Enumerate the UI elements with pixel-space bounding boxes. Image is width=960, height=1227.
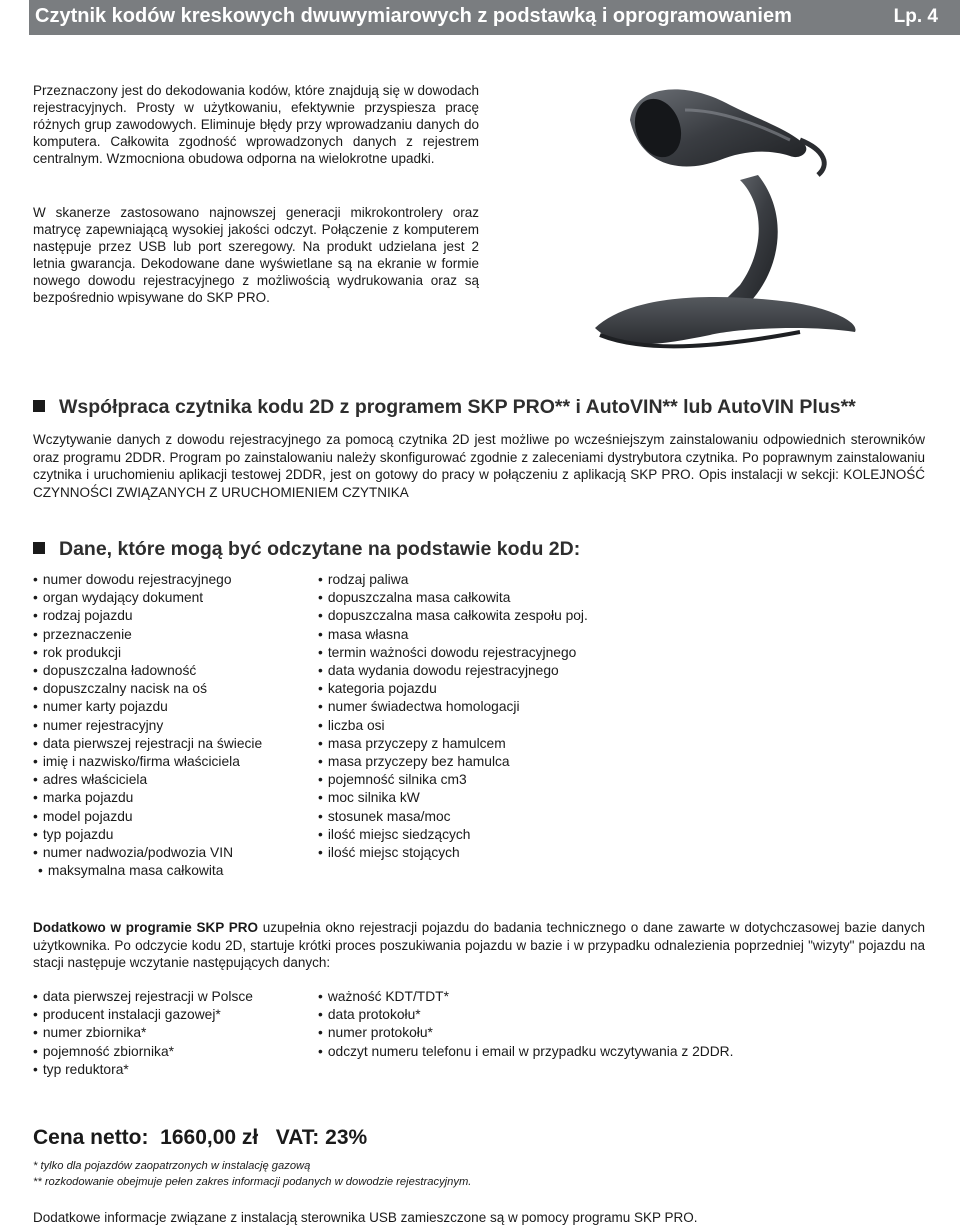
list-item: • pojemność zbiornika*	[33, 1043, 253, 1061]
intro-paragraph-1: Przeznaczony jest do dekodowania kodów, które znajdują się w dowodach rejestracyjnych. Prosty w użytkowaniu, efektywnie przyspiesza pracę różnych grup zawodowych. Eliminuje błędy przy wprowadzaniu danych do komputera. Całkowita zgodność wprowadzonych danych z rejestrem centralnym. Wzmocniona obudowa odporna na wielokrotne upadki.	[33, 83, 479, 166]
cooperation-paragraph: Wczytywanie danych z dowodu rejestracyjnego za pomocą czytnika 2D jest możliwe po wcześniejszym zainstalowaniu odpowiednich sterowników oraz programu 2DDR. Program po zainstalowaniu należy skonfigurować zgodnie z zaleceniami dystrybutora czytnika. Po poprawnym zainstalowaniu czytnika i uruchomieniu aplikacji testowej 2DDR, jest on gotowy do pracy w połączeniu z aplikacją SKP PRO. Opis instalacji w sekcji: KOLEJNOŚĆ CZYNNOŚCI ZWIĄZANYCH Z URUCHOMIENIEM CZYTNIKA	[33, 432, 925, 500]
list-item: • numer protokołu*	[318, 1024, 733, 1042]
intro-paragraph-2: W skanerze zastosowano najnowszej generacji mikrokontrolery oraz matrycę zapewniającą wysokiej jakości odczyt. Połączenie z komputerem następuje przez USB lub port szeregowy. Na produkt udzielana jest 2 letnia gwarancja. Dekodowane dane wyświetlane są na ekranie w formie nowego dowodu rejestracyjnego z możliwością wydrukowania oraz są bezpośrednio wpisywane do SKP PRO.	[33, 205, 479, 305]
list-item: • data protokołu*	[318, 1006, 733, 1024]
footnote-2: ** rozkodowanie obejmuje pełen zakres informacji podanych w dowodzie rejestracyjnym.	[33, 1176, 472, 1188]
list-item: • adres właściciela	[33, 771, 262, 789]
extra-list-left	[33, 988, 253, 1079]
list-item: • pojemność silnika cm3	[318, 771, 588, 789]
list-item: • masa przyczepy z hamulcem	[318, 735, 588, 753]
list-item: • odczyt numeru telefonu i email w przypadku wczytywania z 2DDR.	[318, 1043, 733, 1061]
data-list-left	[33, 571, 262, 880]
list-item: • rok produkcji	[33, 644, 262, 662]
list-item: • model pojazdu	[33, 808, 262, 826]
list-item: • dopuszczalna masa całkowita	[318, 589, 588, 607]
extra-bold-lead: Dodatkowo w programie SKP PRO	[33, 920, 259, 935]
list-item: • termin ważności dowodu rejestracyjnego	[318, 644, 588, 662]
list-item: • numer nadwozia/podwozia VIN	[33, 844, 262, 862]
list-item: • numer świadectwa homologacji	[318, 698, 588, 716]
price-line: Cena netto: 1660,00 zł VAT: 23%	[33, 1126, 368, 1149]
extra-data-paragraph: Dodatkowo w programie SKP PRO uzupełnia okno rejestracji pojazdu do badania technicznego o dane zawarte w dotychczasowej bazie danych użytkownika. Po odczycie kodu 2D, startuje krótki proces poszukiwania pojazdu w bazie i w przypadku odnalezienia poprzedniej "wizyty" pojazdu na stacji następuje wczytanie następujących danych:	[33, 920, 925, 970]
list-item: • dopuszczalna ładowność	[33, 662, 262, 680]
barcode-scanner-image	[590, 70, 870, 360]
final-note: Dodatkowe informacje związane z instalacją sterownika USB zamieszczone są w pomocy programu SKP PRO.	[33, 1210, 698, 1225]
list-item: • numer karty pojazdu	[33, 698, 262, 716]
list-item: • producent instalacji gazowej*	[33, 1006, 253, 1024]
square-bullet-icon	[33, 542, 45, 554]
list-item: • ważność KDT/TDT*	[318, 988, 733, 1006]
list-item: • stosunek masa/moc	[318, 808, 588, 826]
list-item: • data pierwszej rejestracji na świecie	[33, 735, 262, 753]
list-item: • moc silnika kW	[318, 789, 588, 807]
page-title: Czytnik kodów kreskowych dwuwymiarowych z podstawką i oprogramowaniem	[35, 5, 792, 27]
list-item: • data pierwszej rejestracji w Polsce	[33, 988, 253, 1006]
header-bar	[29, 0, 960, 35]
list-item: • organ wydający dokument	[33, 589, 262, 607]
list-item: • numer rejestracyjny	[33, 717, 262, 735]
list-item: • kategoria pojazdu	[318, 680, 588, 698]
square-bullet-icon	[33, 400, 45, 412]
list-item: • data wydania dowodu rejestracyjnego	[318, 662, 588, 680]
list-item: • typ reduktora*	[33, 1061, 253, 1079]
list-item: • rodzaj pojazdu	[33, 607, 262, 625]
footnote-1: * tylko dla pojazdów zaopatrzonych w instalację gazową	[33, 1160, 311, 1172]
list-item: • przeznaczenie	[33, 626, 262, 644]
list-item: • typ pojazdu	[33, 826, 262, 844]
list-item: • marka pojazdu	[33, 789, 262, 807]
list-item: • ilość miejsc stojących	[318, 844, 588, 862]
section-heading-2d-cooperation: Współpraca czytnika kodu 2D z programem SKP PRO** i AutoVIN** lub AutoVIN Plus**	[33, 396, 856, 419]
list-item: • numer zbiornika*	[33, 1024, 253, 1042]
list-item: • imię i nazwisko/firma właściciela	[33, 753, 262, 771]
list-item: • masa przyczepy bez hamulca	[318, 753, 588, 771]
list-item: • numer dowodu rejestracyjnego	[33, 571, 262, 589]
list-item: • dopuszczalna masa całkowita zespołu poj.	[318, 607, 588, 625]
list-item: • masa własna	[318, 626, 588, 644]
list-item: • maksymalna masa całkowita	[38, 862, 262, 880]
section-heading-readable-data: Dane, które mogą być odczytane na podstawie kodu 2D:	[33, 538, 580, 561]
item-number: Lp. 4	[893, 6, 938, 27]
list-item: • rodzaj paliwa	[318, 571, 588, 589]
extra-list-right	[318, 988, 733, 1061]
data-list-right	[318, 571, 588, 862]
list-item: • ilość miejsc siedzących	[318, 826, 588, 844]
list-item: • liczba osi	[318, 717, 588, 735]
list-item: • dopuszczalny nacisk na oś	[33, 680, 262, 698]
